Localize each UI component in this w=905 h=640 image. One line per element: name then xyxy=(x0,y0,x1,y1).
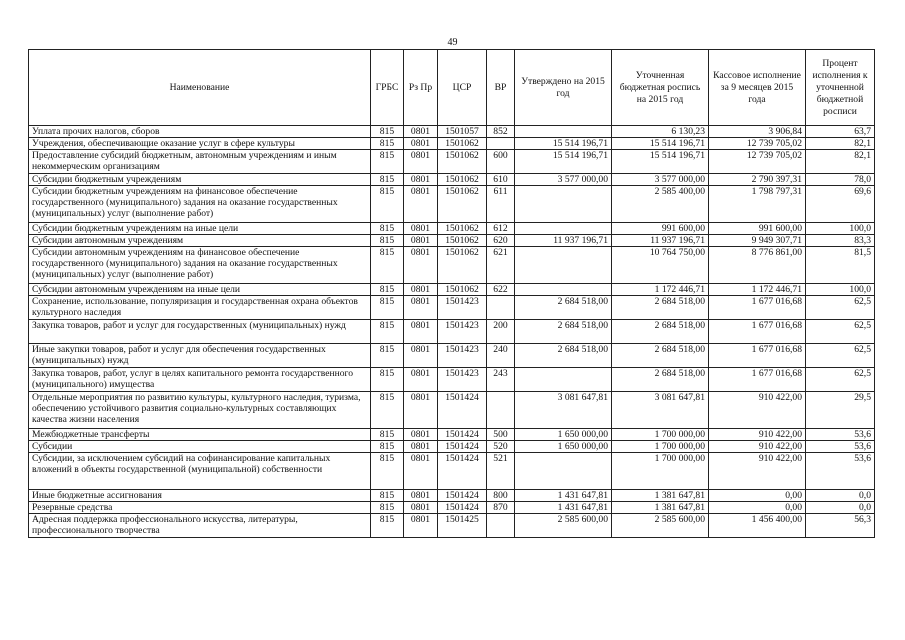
cell-csr: 1501425 xyxy=(438,514,487,538)
cell-approved xyxy=(515,126,612,138)
cell-name: Субсидии автономным учреждениям xyxy=(29,235,371,247)
cell-approved xyxy=(515,284,612,296)
cell-vr xyxy=(487,138,515,150)
cell-percent: 63,7 xyxy=(806,126,875,138)
cell-approved: 1 431 647,81 xyxy=(515,502,612,514)
cell-grbs: 815 xyxy=(371,150,404,174)
cell-approved: 2 684 518,00 xyxy=(515,320,612,344)
table-row xyxy=(29,223,875,235)
cell-grbs: 815 xyxy=(371,186,404,223)
cell-vr: 870 xyxy=(487,502,515,514)
cell-name: Адресная поддержка профессионального искусства, литературы, профессионального творчества xyxy=(29,514,371,538)
cell-approved xyxy=(515,368,612,392)
cell-rz-pr: 0801 xyxy=(404,514,438,538)
cell-rz-pr: 0801 xyxy=(404,344,438,368)
cell-approved xyxy=(515,453,612,490)
cell-percent: 53,6 xyxy=(806,441,875,453)
cell-rz-pr: 0801 xyxy=(404,296,438,320)
cell-refined: 10 764 750,00 xyxy=(612,247,709,284)
table-row xyxy=(29,235,875,247)
cell-approved: 15 514 196,71 xyxy=(515,150,612,174)
cell-grbs: 815 xyxy=(371,223,404,235)
cell-percent: 81,5 xyxy=(806,247,875,284)
cell-name: Предоставление субсидий бюджетным, автономным учреждениям и иным некоммерческим организациям xyxy=(29,150,371,174)
cell-cash: 9 949 307,71 xyxy=(709,235,806,247)
cell-vr: 200 xyxy=(487,320,515,344)
table-row xyxy=(29,368,875,392)
cell-cash: 0,00 xyxy=(709,502,806,514)
cell-percent: 69,6 xyxy=(806,186,875,223)
cell-percent: 62,5 xyxy=(806,296,875,320)
cell-refined: 991 600,00 xyxy=(612,223,709,235)
cell-grbs: 815 xyxy=(371,284,404,296)
cell-refined: 2 684 518,00 xyxy=(612,368,709,392)
cell-grbs: 815 xyxy=(371,502,404,514)
cell-cash: 0,00 xyxy=(709,490,806,502)
cell-csr: 1501423 xyxy=(438,368,487,392)
cell-csr: 1501424 xyxy=(438,392,487,429)
cell-percent: 62,5 xyxy=(806,320,875,344)
table-row xyxy=(29,320,875,344)
cell-grbs: 815 xyxy=(371,514,404,538)
cell-cash: 1 677 016,68 xyxy=(709,296,806,320)
cell-rz-pr: 0801 xyxy=(404,235,438,247)
budget-table xyxy=(28,49,875,538)
table-row xyxy=(29,247,875,284)
cell-grbs: 815 xyxy=(371,138,404,150)
cell-approved: 3 081 647,81 xyxy=(515,392,612,429)
cell-vr: 800 xyxy=(487,490,515,502)
cell-name: Субсидии автономным учреждениям на иные цели xyxy=(29,284,371,296)
cell-name: Закупка товаров, работ, услуг в целях капитального ремонта государственного (муниципального) имущества xyxy=(29,368,371,392)
cell-approved xyxy=(515,186,612,223)
header-name: Наименование xyxy=(29,50,371,126)
cell-rz-pr: 0801 xyxy=(404,490,438,502)
cell-rz-pr: 0801 xyxy=(404,223,438,235)
table-row xyxy=(29,186,875,223)
cell-cash: 1 677 016,68 xyxy=(709,320,806,344)
cell-vr: 622 xyxy=(487,284,515,296)
cell-name: Субсидии, за исключением субсидий на софинансирование капитальных вложений в объекты государственной (муниципальной) собственности xyxy=(29,453,371,490)
cell-approved xyxy=(515,223,612,235)
cell-csr: 1501062 xyxy=(438,247,487,284)
cell-approved: 1 431 647,81 xyxy=(515,490,612,502)
cell-csr: 1501423 xyxy=(438,296,487,320)
cell-refined: 2 684 518,00 xyxy=(612,320,709,344)
header-grbs: ГРБС xyxy=(371,50,404,126)
cell-csr: 1501423 xyxy=(438,320,487,344)
cell-grbs: 815 xyxy=(371,441,404,453)
table-row xyxy=(29,392,875,429)
cell-vr: 852 xyxy=(487,126,515,138)
cell-cash: 1 677 016,68 xyxy=(709,368,806,392)
cell-refined: 2 585 400,00 xyxy=(612,186,709,223)
cell-percent: 78,0 xyxy=(806,174,875,186)
cell-percent: 56,3 xyxy=(806,514,875,538)
cell-csr: 1501424 xyxy=(438,502,487,514)
cell-refined: 2 684 518,00 xyxy=(612,296,709,320)
header-csr: ЦСР xyxy=(438,50,487,126)
cell-name: Закупка товаров, работ и услуг для государственных (муниципальных) нужд xyxy=(29,320,371,344)
cell-rz-pr: 0801 xyxy=(404,150,438,174)
table-row xyxy=(29,441,875,453)
cell-csr: 1501423 xyxy=(438,344,487,368)
cell-refined: 3 081 647,81 xyxy=(612,392,709,429)
table-row xyxy=(29,429,875,441)
header-rz-pr: Рз Пр xyxy=(404,50,438,126)
cell-csr: 1501424 xyxy=(438,490,487,502)
cell-csr: 1501424 xyxy=(438,429,487,441)
cell-approved: 3 577 000,00 xyxy=(515,174,612,186)
cell-cash: 991 600,00 xyxy=(709,223,806,235)
cell-rz-pr: 0801 xyxy=(404,126,438,138)
cell-grbs: 815 xyxy=(371,235,404,247)
cell-grbs: 815 xyxy=(371,126,404,138)
cell-vr: 521 xyxy=(487,453,515,490)
cell-vr xyxy=(487,296,515,320)
cell-percent: 0,0 xyxy=(806,490,875,502)
cell-name: Сохранение, использование, популяризация и государственная охрана объектов культурного наследия xyxy=(29,296,371,320)
cell-refined: 11 937 196,71 xyxy=(612,235,709,247)
cell-name: Резервные средства xyxy=(29,502,371,514)
header-refined: Уточненная бюджетная роспись на 2015 год xyxy=(612,50,709,126)
cell-refined: 3 577 000,00 xyxy=(612,174,709,186)
cell-cash: 3 906,84 xyxy=(709,126,806,138)
cell-csr: 1501424 xyxy=(438,453,487,490)
cell-percent: 82,1 xyxy=(806,150,875,174)
table-row xyxy=(29,344,875,368)
cell-csr: 1501424 xyxy=(438,441,487,453)
cell-refined: 2 585 600,00 xyxy=(612,514,709,538)
cell-csr: 1501062 xyxy=(438,235,487,247)
table-row xyxy=(29,296,875,320)
table-row xyxy=(29,138,875,150)
cell-percent: 53,6 xyxy=(806,429,875,441)
page-number: 49 xyxy=(447,37,458,48)
cell-approved: 15 514 196,71 xyxy=(515,138,612,150)
cell-vr: 621 xyxy=(487,247,515,284)
cell-name: Субсидии бюджетным учреждениям на иные цели xyxy=(29,223,371,235)
cell-approved xyxy=(515,247,612,284)
cell-vr xyxy=(487,392,515,429)
cell-grbs: 815 xyxy=(371,490,404,502)
cell-rz-pr: 0801 xyxy=(404,392,438,429)
table-row xyxy=(29,502,875,514)
cell-percent: 29,5 xyxy=(806,392,875,429)
cell-cash: 1 677 016,68 xyxy=(709,344,806,368)
cell-vr: 612 xyxy=(487,223,515,235)
cell-refined: 15 514 196,71 xyxy=(612,150,709,174)
table-row xyxy=(29,284,875,296)
cell-grbs: 815 xyxy=(371,392,404,429)
cell-refined: 2 684 518,00 xyxy=(612,344,709,368)
cell-vr: 610 xyxy=(487,174,515,186)
cell-cash: 12 739 705,02 xyxy=(709,138,806,150)
cell-csr: 1501057 xyxy=(438,126,487,138)
cell-cash: 1 456 400,00 xyxy=(709,514,806,538)
table-row xyxy=(29,150,875,174)
cell-grbs: 815 xyxy=(371,344,404,368)
cell-percent: 100,0 xyxy=(806,223,875,235)
cell-name: Иные закупки товаров, работ и услуг для обеспечения государственных (муниципальных) нужд xyxy=(29,344,371,368)
table-row xyxy=(29,453,875,490)
cell-name: Субсидии автономным учреждениям на финансовое обеспечение государственного (муниципального) задания на оказание государственных (муниципальных) услуг (выполнение работ) xyxy=(29,247,371,284)
cell-grbs: 815 xyxy=(371,247,404,284)
cell-vr: 243 xyxy=(487,368,515,392)
cell-name: Субсидии xyxy=(29,441,371,453)
cell-approved: 2 684 518,00 xyxy=(515,344,612,368)
cell-rz-pr: 0801 xyxy=(404,368,438,392)
cell-name: Межбюджетные трансферты xyxy=(29,429,371,441)
header-percent: Процент исполнения к уточненной бюджетной росписи xyxy=(806,50,875,126)
cell-cash: 910 422,00 xyxy=(709,453,806,490)
cell-csr: 1501062 xyxy=(438,150,487,174)
cell-refined: 15 514 196,71 xyxy=(612,138,709,150)
cell-rz-pr: 0801 xyxy=(404,453,438,490)
cell-grbs: 815 xyxy=(371,296,404,320)
cell-percent: 82,1 xyxy=(806,138,875,150)
cell-approved: 1 650 000,00 xyxy=(515,441,612,453)
cell-grbs: 815 xyxy=(371,368,404,392)
header-vr: ВР xyxy=(487,50,515,126)
cell-vr: 620 xyxy=(487,235,515,247)
cell-name: Учреждения, обеспечивающие оказание услуг в сфере культуры xyxy=(29,138,371,150)
cell-cash: 910 422,00 xyxy=(709,441,806,453)
cell-name: Субсидии бюджетным учреждениям xyxy=(29,174,371,186)
cell-approved: 2 585 600,00 xyxy=(515,514,612,538)
cell-rz-pr: 0801 xyxy=(404,284,438,296)
cell-grbs: 815 xyxy=(371,320,404,344)
cell-grbs: 815 xyxy=(371,174,404,186)
header-cash: Кассовое исполнение за 9 месяцев 2015 года xyxy=(709,50,806,126)
cell-rz-pr: 0801 xyxy=(404,320,438,344)
cell-cash: 1 172 446,71 xyxy=(709,284,806,296)
cell-rz-pr: 0801 xyxy=(404,441,438,453)
cell-refined: 1 700 000,00 xyxy=(612,441,709,453)
cell-approved: 2 684 518,00 xyxy=(515,296,612,320)
cell-vr: 611 xyxy=(487,186,515,223)
cell-rz-pr: 0801 xyxy=(404,186,438,223)
header-approved: Утверждено на 2015 год xyxy=(515,50,612,126)
cell-approved: 1 650 000,00 xyxy=(515,429,612,441)
cell-cash: 910 422,00 xyxy=(709,429,806,441)
cell-percent: 100,0 xyxy=(806,284,875,296)
cell-rz-pr: 0801 xyxy=(404,174,438,186)
cell-refined: 6 130,23 xyxy=(612,126,709,138)
cell-vr: 500 xyxy=(487,429,515,441)
cell-refined: 1 700 000,00 xyxy=(612,429,709,441)
table-header-row xyxy=(29,50,875,126)
cell-name: Иные бюджетные ассигнования xyxy=(29,490,371,502)
cell-rz-pr: 0801 xyxy=(404,247,438,284)
cell-rz-pr: 0801 xyxy=(404,502,438,514)
cell-grbs: 815 xyxy=(371,429,404,441)
cell-csr: 1501062 xyxy=(438,174,487,186)
cell-approved: 11 937 196,71 xyxy=(515,235,612,247)
table-row xyxy=(29,514,875,538)
cell-cash: 12 739 705,02 xyxy=(709,150,806,174)
cell-rz-pr: 0801 xyxy=(404,138,438,150)
cell-name: Уплата прочих налогов, сборов xyxy=(29,126,371,138)
cell-percent: 53,6 xyxy=(806,453,875,490)
cell-percent: 62,5 xyxy=(806,368,875,392)
cell-percent: 62,5 xyxy=(806,344,875,368)
cell-cash: 1 798 797,31 xyxy=(709,186,806,223)
cell-refined: 1 381 647,81 xyxy=(612,502,709,514)
cell-cash: 910 422,00 xyxy=(709,392,806,429)
cell-rz-pr: 0801 xyxy=(404,429,438,441)
cell-percent: 0,0 xyxy=(806,502,875,514)
cell-name: Отдельные мероприятия по развитию культуры, культурного наследия, туризма, обеспечению устойчивого развития социально-культурных составляющих качества жизни населения xyxy=(29,392,371,429)
cell-vr xyxy=(487,514,515,538)
cell-refined: 1 700 000,00 xyxy=(612,453,709,490)
cell-grbs: 815 xyxy=(371,453,404,490)
cell-refined: 1 381 647,81 xyxy=(612,490,709,502)
cell-vr: 600 xyxy=(487,150,515,174)
cell-csr: 1501062 xyxy=(438,223,487,235)
table-row xyxy=(29,126,875,138)
cell-refined: 1 172 446,71 xyxy=(612,284,709,296)
table-row xyxy=(29,490,875,502)
cell-name: Субсидии бюджетным учреждениям на финансовое обеспечение государственного (муниципального) задания на оказание государственных (муниципальных) услуг (выполнение работ) xyxy=(29,186,371,223)
cell-percent: 83,3 xyxy=(806,235,875,247)
cell-cash: 8 776 861,00 xyxy=(709,247,806,284)
cell-vr: 520 xyxy=(487,441,515,453)
cell-csr: 1501062 xyxy=(438,186,487,223)
cell-cash: 2 790 397,31 xyxy=(709,174,806,186)
cell-csr: 1501062 xyxy=(438,284,487,296)
table-row xyxy=(29,174,875,186)
cell-csr: 1501062 xyxy=(438,138,487,150)
cell-vr: 240 xyxy=(487,344,515,368)
